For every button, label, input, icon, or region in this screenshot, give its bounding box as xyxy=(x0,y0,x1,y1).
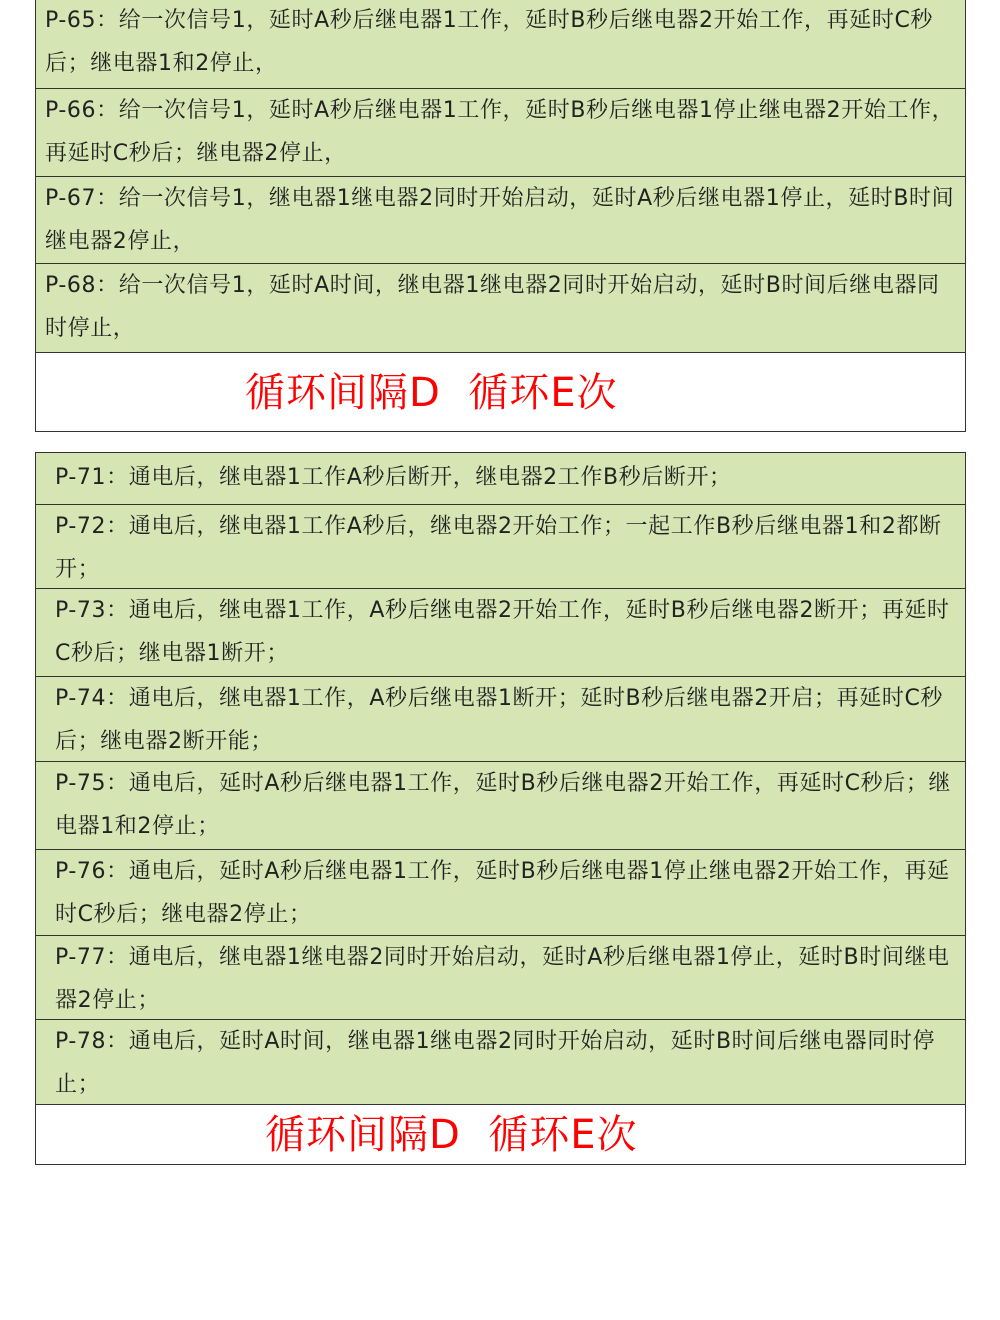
mode-row-p77 xyxy=(36,936,965,1020)
loop-footer xyxy=(36,1105,965,1164)
mode-description: P-77：通电后，继电器1继电器2同时开始启动，延时A秒后继电器1停止，延时B时间继电器2停止； xyxy=(55,945,950,1013)
mode-description: P-65：给一次信号1，延时A秒后继电器1工作，延时B秒后继电器2开始工作，再延时C秒后；继电器1和2停止， xyxy=(45,8,934,76)
mode-row-p68 xyxy=(36,264,965,353)
loop-interval-text: 循环间隔D 循环E次 xyxy=(265,1112,638,1158)
mode-row-p66 xyxy=(36,89,965,177)
mode-row-p75 xyxy=(36,762,965,850)
mode-table-2 xyxy=(35,452,966,1165)
mode-row-p67 xyxy=(36,177,965,264)
mode-description: P-67：给一次信号1，继电器1继电器2同时开始启动，延时A秒后继电器1停止，延时B时间继电器2停止， xyxy=(45,186,955,254)
mode-description: P-71：通电后，继电器1工作A秒后断开，继电器2工作B秒后断开； xyxy=(55,465,732,490)
loop-interval-text: 循环间隔D 循环E次 xyxy=(245,370,618,416)
mode-description: P-73：通电后，继电器1工作，A秒后继电器2开始工作，延时B秒后继电器2断开；再延时C秒后；继电器1断开； xyxy=(55,598,950,666)
mode-description: P-66：给一次信号1，延时A秒后继电器1工作，延时B秒后继电器1停止继电器2开始工作，再延时C秒后；继电器2停止， xyxy=(45,98,955,166)
mode-description: P-76：通电后，延时A秒后继电器1工作，延时B秒后继电器1停止继电器2开始工作，再延时C秒后；继电器2停止； xyxy=(55,859,950,927)
mode-description: P-78：通电后，延时A时间，继电器1继电器2同时开始启动，延时B时间后继电器同时停止； xyxy=(55,1029,936,1097)
loop-footer xyxy=(36,353,965,431)
mode-row-p73 xyxy=(36,589,965,677)
mode-row-p74 xyxy=(36,677,965,762)
mode-row-p65 xyxy=(36,0,965,89)
mode-row-p76 xyxy=(36,850,965,936)
mode-row-p72 xyxy=(36,505,965,589)
mode-row-p78 xyxy=(36,1020,965,1105)
mode-description: P-74：通电后，继电器1工作，A秒后继电器1断开；延时B秒后继电器2开启；再延时C秒后；继电器2断开能； xyxy=(55,686,944,754)
mode-description: P-75：通电后，延时A秒后继电器1工作，延时B秒后继电器2开始工作，再延时C秒后；继电器1和2停止； xyxy=(55,771,952,839)
mode-description: P-72：通电后，继电器1工作A秒后，继电器2开始工作；一起工作B秒后继电器1和2都断开； xyxy=(55,514,942,582)
mode-row-p71 xyxy=(36,453,965,505)
mode-table-1 xyxy=(35,0,966,432)
mode-description: P-68：给一次信号1，延时A时间，继电器1继电器2同时开始启动，延时B时间后继电器同时停止， xyxy=(45,273,940,341)
